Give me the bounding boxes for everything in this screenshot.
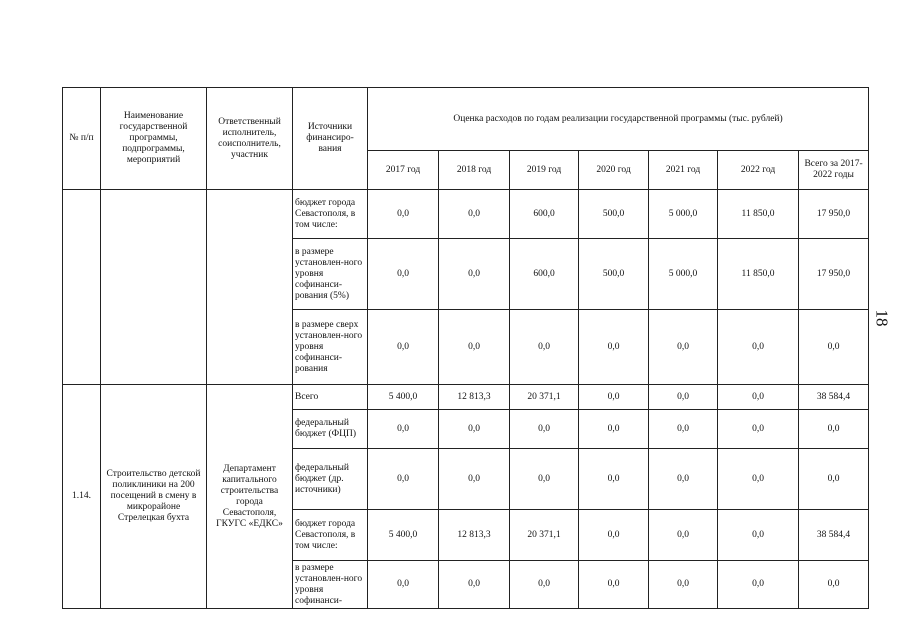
value-cell: 500,0: [579, 190, 649, 239]
value-cell: 0,0: [649, 410, 718, 449]
year-header: 2021 год: [649, 151, 718, 190]
source-cell: федеральный бюджет (ФЦП): [293, 410, 368, 449]
value-cell: 12 813,3: [439, 385, 510, 410]
value-cell: 600,0: [510, 190, 579, 239]
year-header: 2019 год: [510, 151, 579, 190]
value-cell: 5 400,0: [368, 385, 439, 410]
value-cell: 5 000,0: [649, 190, 718, 239]
value-cell: 0,0: [510, 449, 579, 510]
value-cell: 0,0: [649, 385, 718, 410]
name-cell-empty: [101, 190, 207, 385]
value-cell: 0,0: [439, 410, 510, 449]
col-header-responsible: Ответственный исполнитель, соисполнитель, участник: [207, 88, 293, 190]
value-cell: 0,0: [368, 449, 439, 510]
year-header: 2017 год: [368, 151, 439, 190]
value-cell: 11 850,0: [718, 239, 799, 310]
source-cell: Всего: [293, 385, 368, 410]
value-cell: 600,0: [510, 239, 579, 310]
value-cell: 0,0: [439, 239, 510, 310]
value-cell: 0,0: [439, 190, 510, 239]
source-cell: в размере установлен-ного уровня софинанси-рования (5%): [293, 239, 368, 310]
page-number: 18: [872, 309, 892, 327]
value-cell: 0,0: [439, 449, 510, 510]
year-header: 2022 год: [718, 151, 799, 190]
value-cell: 0,0: [510, 561, 579, 609]
source-cell: в размере установлен-ного уровня софинанси-: [293, 561, 368, 609]
value-cell: 17 950,0: [799, 239, 869, 310]
source-cell: бюджет города Севастополя, в том числе:: [293, 510, 368, 561]
value-cell: 0,0: [579, 310, 649, 385]
value-cell: 0,0: [368, 190, 439, 239]
col-header-num: № п/п: [63, 88, 101, 190]
value-cell: 0,0: [510, 410, 579, 449]
col-header-sources: Источники финансиро-вания: [293, 88, 368, 190]
source-cell: бюджет города Севастополя, в том числе:: [293, 190, 368, 239]
col-header-name: Наименование государственной программы, подпрограммы, мероприятий: [101, 88, 207, 190]
col-header-estimate: Оценка расходов по годам реализации государственной программы (тыс. рублей): [368, 88, 869, 151]
value-cell: 38 584,4: [799, 510, 869, 561]
budget-table: [62, 87, 869, 609]
value-cell: 0,0: [799, 310, 869, 385]
value-cell: 0,0: [649, 561, 718, 609]
value-cell: 0,0: [718, 310, 799, 385]
value-cell: 0,0: [799, 410, 869, 449]
num-cell-empty: [63, 190, 101, 385]
value-cell: 0,0: [718, 449, 799, 510]
value-cell: 0,0: [510, 310, 579, 385]
item-number: 1.14.: [63, 385, 101, 609]
table-row: [63, 190, 869, 239]
responsible-cell-empty: [207, 190, 293, 385]
value-cell: 0,0: [368, 310, 439, 385]
value-cell: 0,0: [368, 239, 439, 310]
value-cell: 0,0: [368, 410, 439, 449]
value-cell: 0,0: [579, 561, 649, 609]
value-cell: 0,0: [718, 510, 799, 561]
value-cell: 11 850,0: [718, 190, 799, 239]
value-cell: 0,0: [439, 561, 510, 609]
value-cell: 0,0: [579, 510, 649, 561]
value-cell: 5 400,0: [368, 510, 439, 561]
value-cell: 20 371,1: [510, 385, 579, 410]
header-row-top: [63, 88, 869, 151]
year-header-total: Всего за 2017-2022 годы: [799, 151, 869, 190]
item-responsible: Департамент капитального строительства города Севастополя, ГКУГС «ЕДКС»: [207, 385, 293, 609]
value-cell: 38 584,4: [799, 385, 869, 410]
source-cell: федеральный бюджет (др. источники): [293, 449, 368, 510]
value-cell: 17 950,0: [799, 190, 869, 239]
year-header: 2018 год: [439, 151, 510, 190]
value-cell: 0,0: [649, 310, 718, 385]
value-cell: 0,0: [579, 449, 649, 510]
value-cell: 20 371,1: [510, 510, 579, 561]
value-cell: 12 813,3: [439, 510, 510, 561]
value-cell: 0,0: [718, 410, 799, 449]
value-cell: 5 000,0: [649, 239, 718, 310]
value-cell: 0,0: [799, 449, 869, 510]
item-name: Строительство детской поликлиники на 200 посещений в смену в микрорайоне Стрелецкая бухта: [101, 385, 207, 609]
value-cell: 0,0: [649, 449, 718, 510]
value-cell: 0,0: [799, 561, 869, 609]
table-row: [63, 385, 869, 410]
value-cell: 500,0: [579, 239, 649, 310]
value-cell: 0,0: [439, 310, 510, 385]
value-cell: 0,0: [579, 410, 649, 449]
source-cell: в размере сверх установлен-ного уровня софинанси-рования: [293, 310, 368, 385]
value-cell: 0,0: [368, 561, 439, 609]
year-header: 2020 год: [579, 151, 649, 190]
value-cell: 0,0: [718, 561, 799, 609]
value-cell: 0,0: [718, 385, 799, 410]
value-cell: 0,0: [579, 385, 649, 410]
value-cell: 0,0: [649, 510, 718, 561]
